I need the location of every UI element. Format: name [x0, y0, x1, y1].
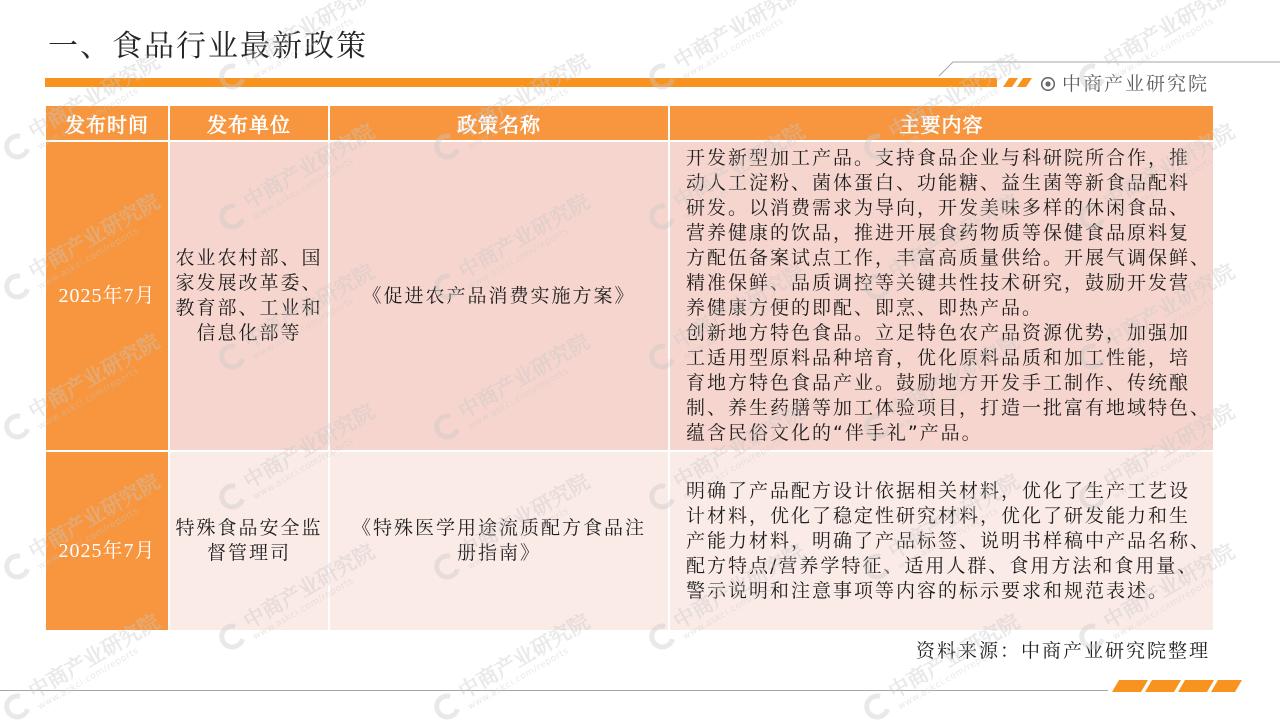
circle-dot-icon	[1040, 76, 1056, 92]
title-bar-stripe	[1003, 78, 1018, 87]
policy-name-line: 《促进农产品消费实施方案》	[362, 284, 636, 307]
brand-name: 中商产业研究院	[1062, 73, 1210, 95]
header-cell-issuer: 发布单位	[170, 106, 328, 140]
content-line: 方配伍备案试点工作，丰富高质量供给。开展气调保鲜、	[686, 247, 1212, 269]
content-paragraph	[686, 146, 1211, 321]
content-line: 精准保鲜、品质调控等关键共性技术研究，鼓励开发营	[686, 272, 1191, 294]
footer-stripe	[1145, 680, 1181, 692]
content-line: 研发。以消费需求为导向，开发美味多样的休闲食品、	[686, 197, 1191, 219]
title-underline-bar	[45, 78, 997, 87]
content-line: 养健康方便的即配、即烹、即热产品。	[686, 297, 1044, 319]
main-content-cell	[670, 452, 1213, 630]
policy-name-line: 册指南》	[456, 542, 541, 564]
content-line: 创新地方特色食品。立足特色农产品资源优势，加强加	[686, 322, 1191, 344]
release-time-cell	[46, 452, 168, 630]
content-line: 配方特点/营养学特征、适用人群、食用方法和食用量、	[686, 554, 1199, 577]
issuer-line: 教育部、工业和	[175, 297, 323, 319]
footer-stripe	[1112, 680, 1148, 692]
content-paragraph	[686, 479, 1211, 604]
content-line: 计材料，优化了稳定性研究材料，优化了研发能力和生	[686, 504, 1191, 527]
page-title: 一、食品行业最新政策	[48, 29, 368, 64]
content-line: 育地方特色食品产业。鼓励地方开发手工制作、传统酿	[686, 372, 1191, 394]
footer-stripe	[1178, 680, 1214, 692]
content-line: 产能力材料，明确了产品标签、说明书样稿中产品名称、	[686, 529, 1212, 552]
content-line: 制、养生药膳等加工体验项目，打造一批富有地域特色、	[686, 397, 1212, 419]
content-line: 开发新型加工产品。支持食品企业与科研院所合作，推	[686, 147, 1191, 169]
content-line: 警示说明和注意事项等内容的标示要求和规范表述。	[686, 579, 1170, 602]
issuer-line: 家发展改革委、	[175, 272, 323, 294]
content-line: 动人工淀粉、菌体蛋白、功能糖、益生菌等新食品配料	[686, 172, 1191, 194]
issuer-cell	[170, 452, 328, 630]
policy-name-cell	[330, 452, 668, 630]
brand-logo	[1040, 72, 1209, 96]
content-line: 工适用型原料品种培育，优化原料品质和加工性能，培	[686, 347, 1191, 369]
release-time: 2025年7月	[58, 284, 156, 307]
content-line: 蕴含民俗文化的“伴手礼”产品。	[686, 422, 983, 444]
content-paragraph	[686, 321, 1211, 446]
issuer-cell	[170, 142, 328, 450]
policy-name-cell	[330, 142, 668, 450]
release-time-cell	[46, 142, 168, 450]
issuer-line: 信息化部等	[196, 322, 302, 344]
content-line: 明确了产品配方设计依据相关材料，优化了生产工艺设	[686, 479, 1191, 502]
release-time: 2025年7月	[58, 539, 156, 562]
content-line: 营养健康的饮品，推进开展食药物质等保健食品原料复	[686, 222, 1191, 244]
issuer-line: 特殊食品安全监	[175, 517, 323, 539]
policy-table	[46, 106, 1213, 630]
footer-stripe	[1211, 680, 1242, 692]
main-content-cell	[670, 142, 1213, 450]
header-cell-policy-name: 政策名称	[330, 106, 668, 140]
issuer-line: 督管理司	[206, 542, 291, 564]
header-cell-release-time: 发布时间	[46, 106, 168, 140]
header-cell-main-content: 主要内容	[670, 106, 1213, 140]
title-bar-stripe	[1017, 78, 1032, 87]
issuer-line: 农业农村部、国	[175, 247, 323, 269]
source-note: 资料来源：中商产业研究院整理	[915, 640, 1210, 662]
policy-name-line: 《特殊医学用途流质配方食品注	[351, 517, 646, 539]
